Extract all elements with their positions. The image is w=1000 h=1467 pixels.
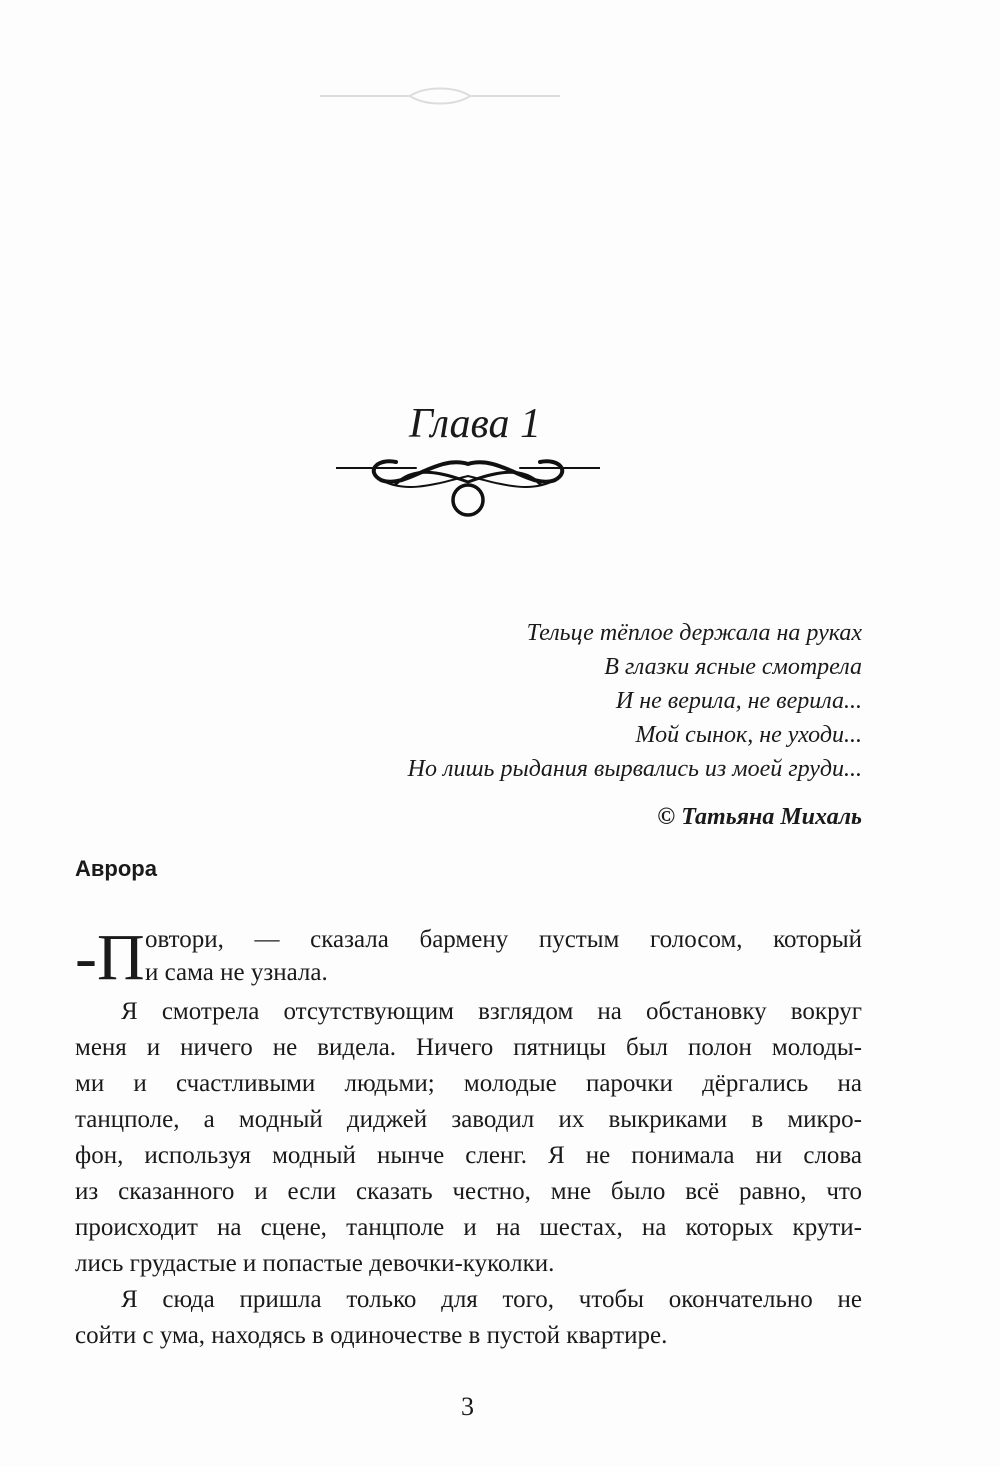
ornament-top-icon [320,86,560,106]
epigraph-attribution: © Татьяна Михаль [657,804,862,830]
body-line: лись грудастые и попастые девочки-куколки. [75,1250,555,1277]
body-line: танцполе, а модный диджей заводил их выкриками в микро- [75,1106,862,1133]
section-heading: Аврора [75,856,157,881]
flourish-ornament-icon [336,454,600,524]
epigraph-line: Мой сынок, не уходи... [635,722,862,748]
drop-cap: -П [75,921,145,994]
body-line: из сказанного и если сказать честно, мне было всё равно, что [75,1178,862,1205]
body-line: меня и ничего не видела. Ничего пятницы был полон молоды- [75,1034,862,1061]
epigraph-line: И не верила, не верила... [615,688,862,714]
body-line: Я смотрела отсутствующим взглядом на обстановку вокруг [121,998,862,1025]
body-line: сойти с ума, находясь в одиночестве в пустой квартире. [75,1322,668,1349]
page-number: 3 [461,1392,474,1421]
body-line: и сама не узнала. [145,959,328,986]
body-line: Я сюда пришла только для того, чтобы окончательно не [121,1286,862,1313]
body-line: происходит на сцене, танцполе и на шестах, на которых крути- [75,1214,862,1241]
body-line: фон, используя модный нынче сленг. Я не понимала ни слова [75,1142,862,1169]
chapter-title: Глава 1 [409,401,541,447]
epigraph-line: В глазки ясные смотрела [604,654,862,680]
epigraph-line: Но лишь рыдания вырвались из моей груди... [407,756,862,782]
body-line: ми и счастливыми людьми; молодые парочки дёргались на [75,1070,862,1097]
epigraph-line: Тельце тёплое держала на руках [526,620,862,646]
body-line: овтори, — сказала бармену пустым голосом, который [145,926,862,953]
